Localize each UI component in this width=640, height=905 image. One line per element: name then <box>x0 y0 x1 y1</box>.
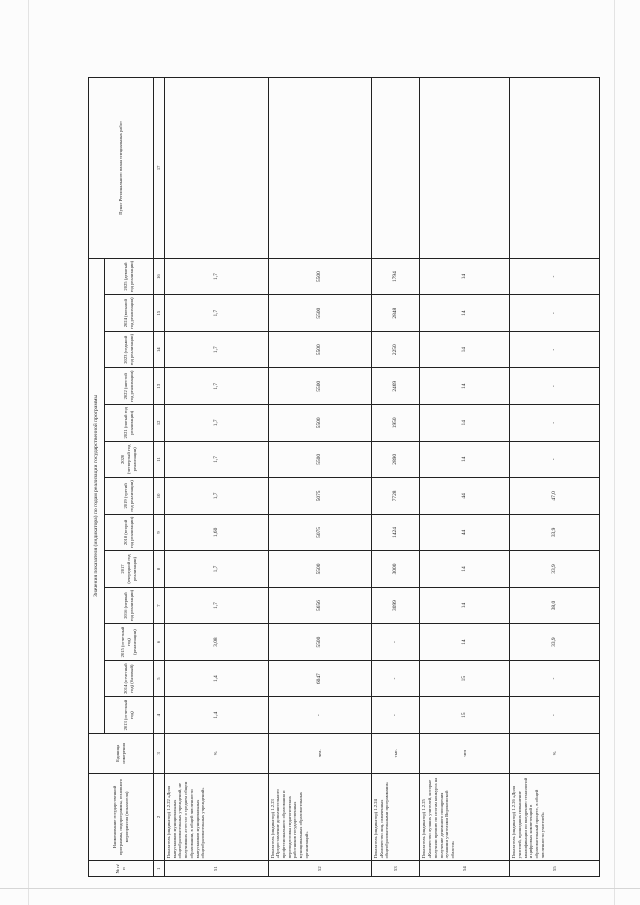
header-year: 2017 (очередной год реализации) <box>105 551 154 588</box>
header-year: 2025 (девятый год реализации) <box>105 258 154 295</box>
column-number: 4 <box>154 697 165 734</box>
header-year: 2020 (четвертый год реализации) <box>105 441 154 478</box>
indicator-table <box>88 77 600 877</box>
value-cell: 2469 <box>372 368 420 405</box>
value-cell: 5500 <box>268 258 372 295</box>
value-cell: - <box>372 660 420 697</box>
indicator-unit: тыс. <box>372 733 420 773</box>
value-cell: 14 <box>420 624 510 661</box>
header-unit: Единица измерения <box>89 733 154 773</box>
value-cell: 7728 <box>372 478 420 515</box>
scan-border-right <box>614 0 615 905</box>
value-cell: 5500 <box>268 551 372 588</box>
indicator-unit: % <box>165 733 269 773</box>
column-number: 8 <box>154 551 165 588</box>
value-cell: - <box>268 697 372 734</box>
table-row <box>165 78 269 877</box>
indicator-name: Показатель (индикатор) 1.2.24 «Количество лиц, охваченных общеобразовательными программами» <box>372 773 420 861</box>
value-cell: 15 <box>420 697 510 734</box>
header-year: 2013 (отчетный год) <box>105 697 154 734</box>
header-year: 2018 (второй год реализации) <box>105 514 154 551</box>
header-year: 2015 (отчетный год) (реализации) <box>105 624 154 661</box>
responsible-cell <box>165 78 269 259</box>
value-cell: 44 <box>420 478 510 515</box>
value-cell: 44 <box>420 514 510 551</box>
indicator-name: Показатель (индикатор) 1.2.22 «Доля выпускников муниципальных общеобразовательных учреждений, не получивших аттестат о среднем общем образовании, в общей численности выпускников муниципальных общеобразовательных учреждений» <box>165 773 269 861</box>
indicator-unit: % <box>510 733 600 773</box>
column-number: 15 <box>154 295 165 332</box>
value-cell: 1950 <box>372 405 420 442</box>
table-row <box>510 78 600 877</box>
value-cell: 1,7 <box>165 405 269 442</box>
value-cell: 1,7 <box>165 478 269 515</box>
responsible-cell <box>268 78 372 259</box>
indicator-name: Показатель (индикатор) 1.2.26 «Доля учителей, прошедших повышение квалификации по внедрению технологий и цифровых компетенций в образовательный процесс, в общей численности учителей» <box>510 773 600 861</box>
value-cell: 14 <box>420 331 510 368</box>
value-cell: 15 <box>420 660 510 697</box>
value-cell: 14 <box>420 405 510 442</box>
value-cell: 1,7 <box>165 551 269 588</box>
value-cell: 14 <box>420 368 510 405</box>
value-cell: 5500 <box>268 441 372 478</box>
column-number: 3 <box>154 733 165 773</box>
value-cell: - <box>510 368 600 405</box>
column-number-row <box>154 78 165 877</box>
value-cell: 5500 <box>268 624 372 661</box>
value-cell: 38,0 <box>510 587 600 624</box>
column-number: 17 <box>154 78 165 259</box>
value-cell: - <box>510 441 600 478</box>
value-cell: 1,7 <box>165 331 269 368</box>
header-name: Наименование государственной программы, подпрограммы, основного мероприятия (показателя) <box>89 773 154 861</box>
value-cell: 1,7 <box>165 441 269 478</box>
column-number: 7 <box>154 587 165 624</box>
indicator-name: Показатель (индикатор) 1.2.23 «Предоставление дополнительного профессионального образования и переподготовка педагогических работников государственных муниципальных образовательных организаций» <box>268 773 372 861</box>
column-number: 5 <box>154 660 165 697</box>
column-number: 10 <box>154 478 165 515</box>
header-year: 2022 (шестой год реализации) <box>105 368 154 405</box>
header-responsible: Пункт Регионального плана специальных работ <box>89 78 154 259</box>
value-cell: 14 <box>420 258 510 295</box>
responsible-cell <box>510 78 600 259</box>
value-cell: 1,4 <box>165 660 269 697</box>
value-cell: 1,7 <box>165 295 269 332</box>
column-number: 14 <box>154 331 165 368</box>
value-cell: 2250 <box>372 331 420 368</box>
value-cell: 1424 <box>372 514 420 551</box>
header-year: 2023 (седьмой год реализации) <box>105 331 154 368</box>
value-cell: 1,4 <box>165 697 269 734</box>
row-number: 51 <box>165 861 269 877</box>
value-cell: 1,7 <box>165 258 269 295</box>
value-cell: - <box>510 405 600 442</box>
value-cell: 33,9 <box>510 551 600 588</box>
row-number: 52 <box>268 861 372 877</box>
table-row <box>372 78 420 877</box>
value-cell: - <box>372 697 420 734</box>
header-year: 2019 (третий год реализации) <box>105 478 154 515</box>
value-cell: 1,7 <box>165 587 269 624</box>
indicator-name: Показатель (индикатор) 1.2.25 «Количество лучших учителей, которые получили премию по итогам конкурса на получение денежного поощрения лучшими учителями Воронежской области» <box>420 773 510 861</box>
value-cell: - <box>372 624 420 661</box>
indicator-unit: чел. <box>268 733 372 773</box>
value-cell: 5500 <box>268 368 372 405</box>
responsible-cell <box>420 78 510 259</box>
value-cell: 14 <box>420 587 510 624</box>
responsible-cell <box>372 78 420 259</box>
value-cell: 1,60 <box>165 514 269 551</box>
column-number: 11 <box>154 441 165 478</box>
header-year: 2021 (пятый год реализации) <box>105 405 154 442</box>
value-cell: 3000 <box>372 551 420 588</box>
value-cell: 14 <box>420 441 510 478</box>
column-number: 13 <box>154 368 165 405</box>
value-cell: 5075 <box>268 514 372 551</box>
header-year: 2014 (отчетный год) (базовый) <box>105 660 154 697</box>
header-year: 2016 (первый год реализации) <box>105 587 154 624</box>
column-number: 16 <box>154 258 165 295</box>
column-number: 9 <box>154 514 165 551</box>
value-cell: 14 <box>420 551 510 588</box>
value-cell: 33,9 <box>510 624 600 661</box>
value-cell: 5500 <box>268 331 372 368</box>
value-cell: 1794 <box>372 258 420 295</box>
value-cell: - <box>510 697 600 734</box>
value-cell: 3099 <box>372 587 420 624</box>
value-cell: 6047 <box>268 660 372 697</box>
table-row <box>268 78 372 877</box>
table-header-row <box>89 78 105 877</box>
value-cell: 3,08 <box>165 624 269 661</box>
scan-border-bottom <box>0 888 640 889</box>
rotated-content <box>88 77 600 877</box>
row-number: 53 <box>372 861 420 877</box>
value-cell: 5500 <box>268 405 372 442</box>
value-cell: 5500 <box>268 295 372 332</box>
table-row <box>420 78 510 877</box>
value-cell: 1,7 <box>165 368 269 405</box>
value-cell: 5075 <box>268 478 372 515</box>
row-number: 55 <box>510 861 600 877</box>
value-cell: - <box>510 258 600 295</box>
indicator-unit: чел <box>420 733 510 773</box>
value-cell: 2848 <box>372 295 420 332</box>
column-number: 6 <box>154 624 165 661</box>
header-banner: Значения показателя (индикатора) по годам реализации государственной программы <box>89 258 105 733</box>
value-cell: 33,9 <box>510 514 600 551</box>
value-cell: 2890 <box>372 441 420 478</box>
header-year: 2024 (восьмой год реализации) <box>105 295 154 332</box>
column-number: 2 <box>154 773 165 861</box>
row-number: 54 <box>420 861 510 877</box>
value-cell: - <box>510 295 600 332</box>
value-cell: - <box>510 660 600 697</box>
column-number: 1 <box>154 861 165 877</box>
value-cell: - <box>510 331 600 368</box>
value-cell: 14 <box>420 295 510 332</box>
header-row-num: № п/п <box>89 861 154 877</box>
scan-border-left <box>28 0 29 905</box>
column-number: 12 <box>154 405 165 442</box>
value-cell: 47,0 <box>510 478 600 515</box>
value-cell: 5656 <box>268 587 372 624</box>
